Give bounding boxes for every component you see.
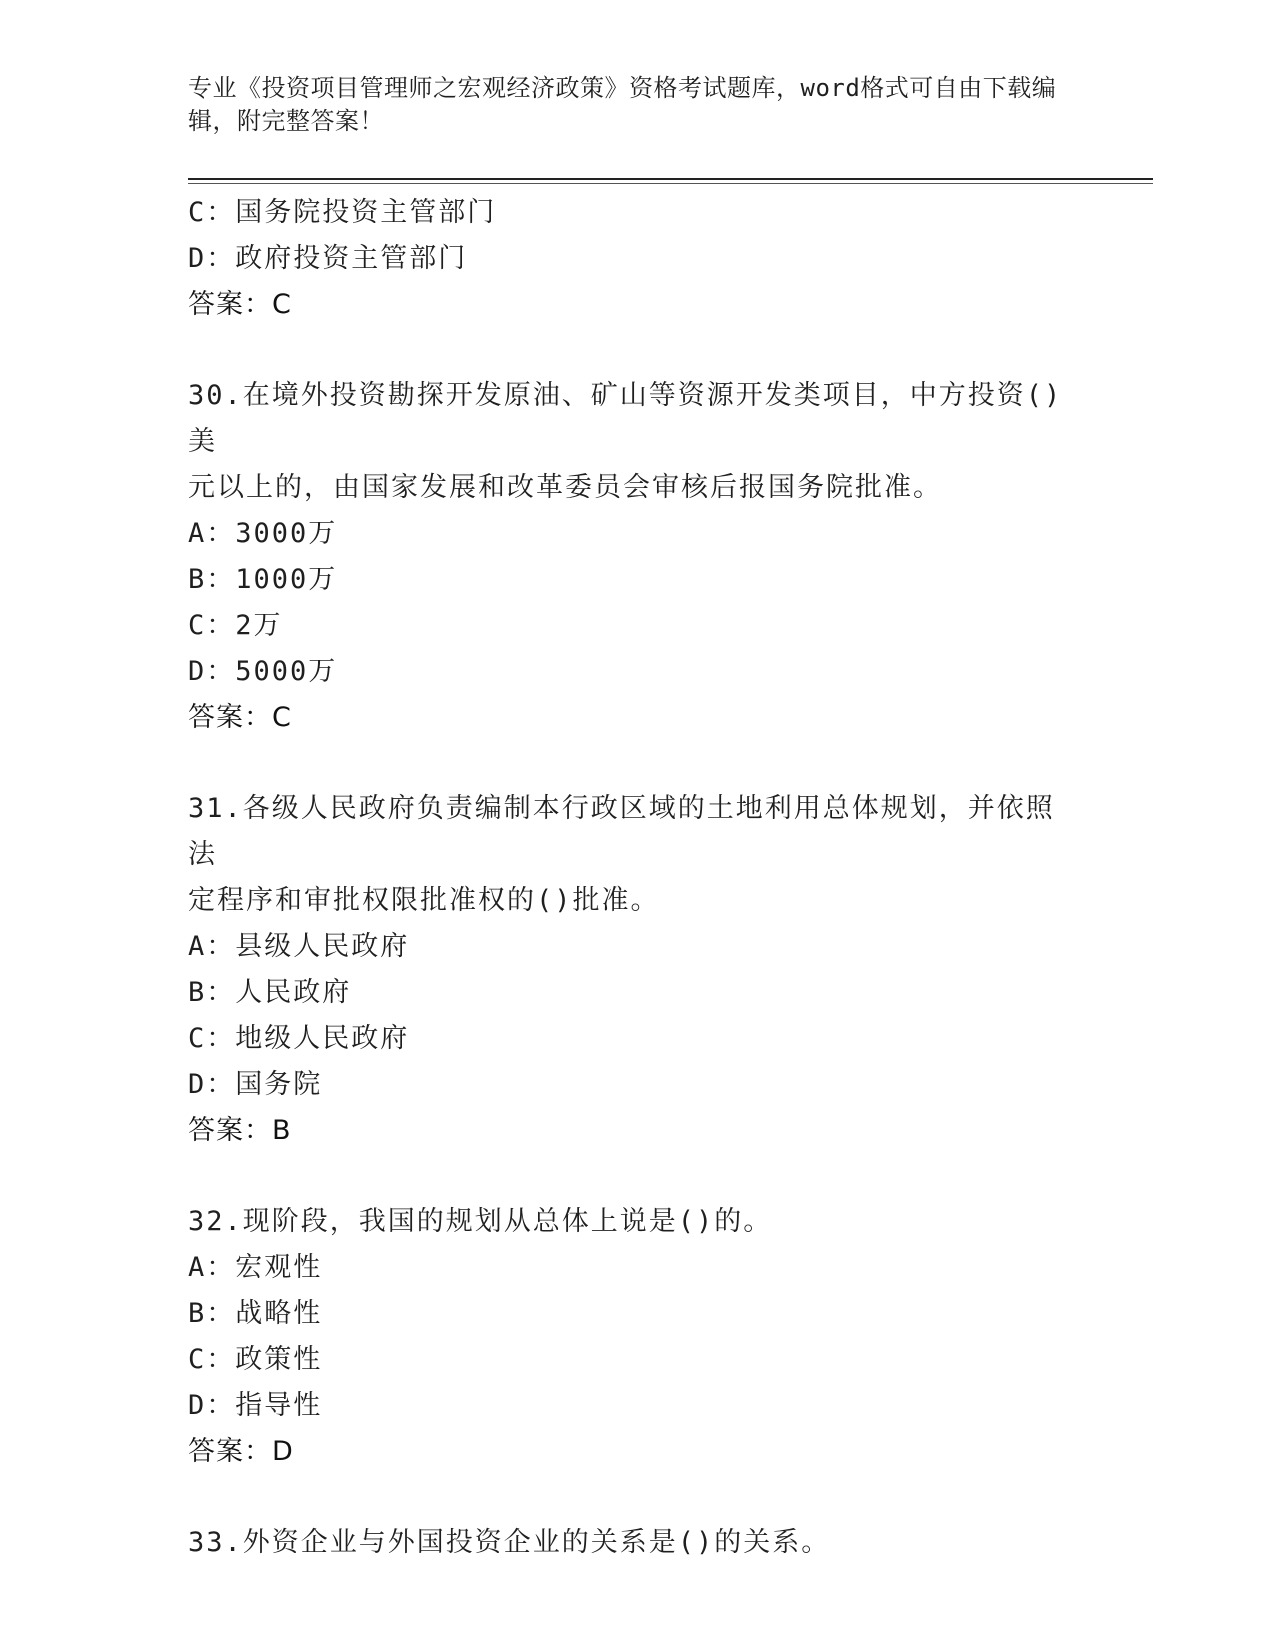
option-c: C：政策性 <box>188 1344 323 1375</box>
answer-line: 答案：D <box>188 1436 294 1467</box>
option-a: A：县级人民政府 <box>188 931 410 962</box>
answer-line: 答案：C <box>188 289 292 320</box>
question-32 <box>188 1199 1088 1475</box>
document-body <box>188 190 1088 1566</box>
question-text-line: 定程序和审批权限批准权的()批准。 <box>188 885 660 916</box>
spacer <box>188 741 1088 786</box>
option-b: B：人民政府 <box>188 977 352 1008</box>
option-d: D：政府投资主管部门 <box>188 243 468 274</box>
option-a: A：宏观性 <box>188 1252 323 1283</box>
option-a: A：3000万 <box>188 518 338 549</box>
question-30 <box>188 373 1088 741</box>
question-text-line: 31.各级人民政府负责编制本行政区域的土地利用总体规划，并依照法 <box>188 793 1055 870</box>
option-d: D：国务院 <box>188 1069 323 1100</box>
question-31 <box>188 786 1088 1154</box>
spacer <box>188 328 1088 373</box>
question-text-line: 30.在境外投资勘探开发原油、矿山等资源开发类项目，中方投资()美 <box>188 380 1063 457</box>
option-c: C：2万 <box>188 610 283 641</box>
question-text-line: 33.外资企业与外国投资企业的关系是()的关系。 <box>188 1527 831 1558</box>
question-text-line: 元以上的，由国家发展和改革委员会审核后报国务院批准。 <box>188 472 942 503</box>
question-text-line: 32.现阶段，我国的规划从总体上说是()的。 <box>188 1206 773 1237</box>
header-divider-thin <box>188 183 1153 184</box>
option-c: C：地级人民政府 <box>188 1023 410 1054</box>
answer-line: 答案：B <box>188 1115 292 1146</box>
spacer <box>188 1475 1088 1520</box>
option-b: B：1000万 <box>188 564 338 595</box>
option-d: D：指导性 <box>188 1390 323 1421</box>
option-b: B：战略性 <box>188 1298 323 1329</box>
question-33 <box>188 1520 1088 1566</box>
document-header: 专业《投资项目管理师之宏观经济政策》资格考试题库，word格式可自由下载编辑，附完整答案！ <box>188 74 1057 135</box>
header-divider-thick <box>188 178 1153 180</box>
option-c: C：国务院投资主管部门 <box>188 197 497 228</box>
spacer <box>188 1154 1088 1199</box>
answer-line: 答案：C <box>188 702 292 733</box>
option-d: D：5000万 <box>188 656 338 687</box>
